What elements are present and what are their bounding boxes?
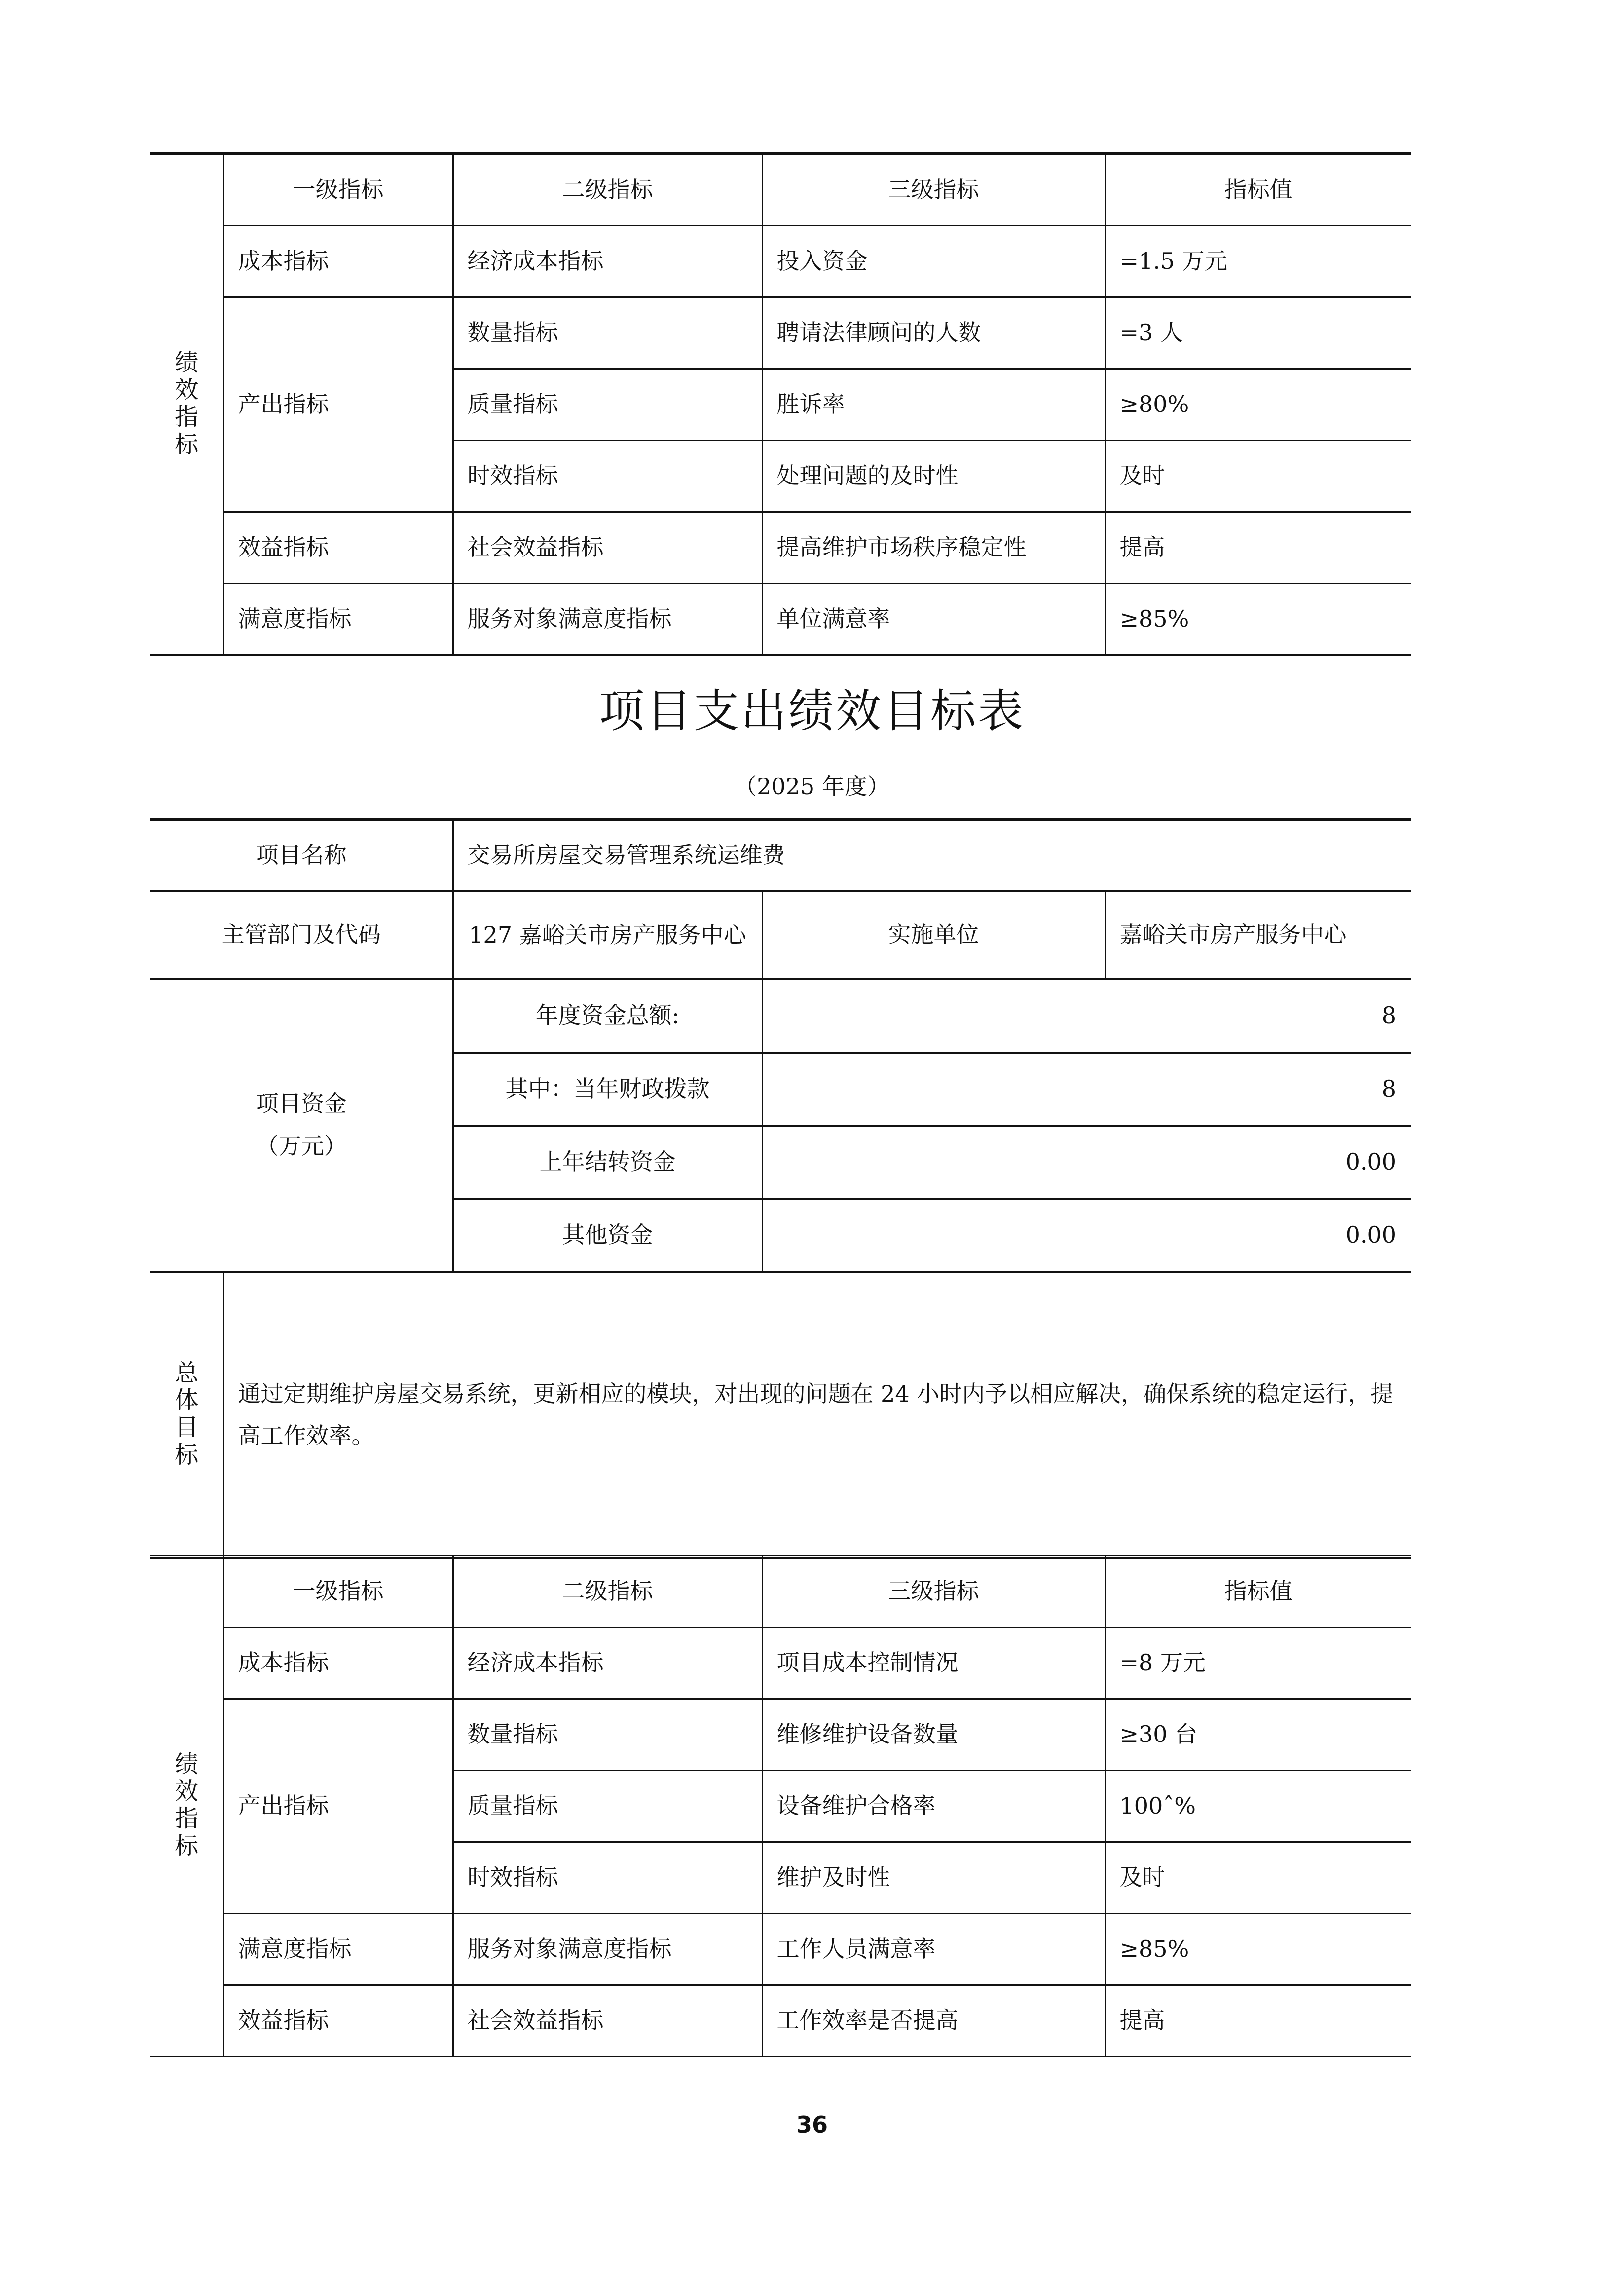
level3-cell: 工作人员满意率 [762,1914,1105,1985]
fund-item-value: 0.00 [762,1199,1411,1272]
fund-item-value: 0.00 [762,1126,1411,1199]
dept-row [150,891,1411,979]
value-cell: =8 万元 [1105,1628,1411,1699]
level1-cell: 效益指标 [223,1985,453,2057]
value-cell: ≥80% [1105,369,1411,441]
level3-cell: 维修维护设备数量 [762,1699,1105,1771]
level1-cell: 成本指标 [223,1628,453,1699]
value-cell: =3 人 [1105,297,1411,369]
section-label-cell [150,1556,223,2057]
value-cell: 提高 [1105,1985,1411,2057]
level2-cell: 经济成本指标 [453,1628,762,1699]
level1-cell: 满意度指标 [223,584,453,655]
table-row [150,1985,1411,2057]
value-cell: ≥30 台 [1105,1699,1411,1771]
level1-cell: 产出指标 [223,297,453,512]
dept-label: 主管部门及代码 [150,891,453,979]
performance-indicator-table-2 [150,1555,1411,2057]
table-row [150,1628,1411,1699]
table-row [150,1914,1411,1985]
level3-cell: 设备维护合格率 [762,1771,1105,1842]
level1-cell: 效益指标 [223,512,453,584]
level2-cell: 经济成本指标 [453,226,762,297]
table-row [150,512,1411,584]
value-cell: ≥85% [1105,584,1411,655]
performance-indicator-table-1 [150,152,1411,656]
level1-cell: 成本指标 [223,226,453,297]
header-value: 指标值 [1105,1556,1411,1628]
table-row [150,584,1411,655]
table-row [150,297,1411,369]
fund-item-value: 8 [762,979,1411,1053]
header-level3: 三级指标 [762,1556,1105,1628]
level2-cell: 时效指标 [453,441,762,512]
project-name-label: 项目名称 [150,819,453,891]
level2-cell: 服务对象满意度指标 [453,1914,762,1985]
header-value: 指标值 [1105,153,1411,226]
level2-cell: 质量指标 [453,1771,762,1842]
header-level3: 三级指标 [762,153,1105,226]
project-name-row [150,819,1411,891]
goal-text: 通过定期维护房屋交易系统，更新相应的模块，对出现的问题在 24 小时内予以相应解决，确保系统的稳定运行，提高工作效率。 [223,1272,1411,1558]
level2-cell: 服务对象满意度指标 [453,584,762,655]
project-info-table [150,818,1411,1559]
overall-goal-row [150,1272,1411,1558]
section-label: 绩效指标 [175,1750,199,1860]
table-header-row [150,1556,1411,1628]
level3-cell: 处理问题的及时性 [762,441,1105,512]
header-level1: 一级指标 [223,153,453,226]
table-row [150,1699,1411,1771]
level1-cell: 满意度指标 [223,1914,453,1985]
header-level2: 二级指标 [453,153,762,226]
level3-cell: 投入资金 [762,226,1105,297]
level2-cell: 数量指标 [453,297,762,369]
table-header-row [150,153,1411,226]
fund-item-label: 年度资金总额: [453,979,762,1053]
value-cell: =1.5 万元 [1105,226,1411,297]
level2-cell: 质量指标 [453,369,762,441]
section-label: 绩效指标 [175,349,199,458]
section-label-cell [150,153,223,655]
impl-label: 实施单位 [762,891,1105,979]
level2-cell: 时效指标 [453,1842,762,1914]
level2-cell: 社会效益指标 [453,1985,762,2057]
dept-value: 127 嘉峪关市房产服务中心 [453,891,762,979]
value-cell: 100ˆ% [1105,1771,1411,1842]
level3-cell: 工作效率是否提高 [762,1985,1105,2057]
level1-cell: 产出指标 [223,1699,453,1914]
project-name-value: 交易所房屋交易管理系统运维费 [453,819,1411,891]
funds-label: 项目资金 [256,1090,347,1117]
table-row [150,226,1411,297]
level3-cell: 维护及时性 [762,1842,1105,1914]
level2-cell: 社会效益指标 [453,512,762,584]
page-number: 36 [796,2111,828,2138]
level3-cell: 单位满意率 [762,584,1105,655]
goal-label: 总体目标 [175,1359,199,1469]
value-cell: 提高 [1105,512,1411,584]
fund-item-value: 8 [762,1053,1411,1126]
page-title: 项目支出绩效目标表 [598,685,1025,738]
funds-label-cell [150,979,453,1272]
value-cell: 及时 [1105,1842,1411,1914]
level3-cell: 项目成本控制情况 [762,1628,1105,1699]
level3-cell: 胜诉率 [762,369,1105,441]
fund-item-label: 其中：当年财政拨款 [453,1053,762,1126]
funds-row [150,979,1411,1053]
page-subtitle: （2025 年度） [734,773,890,800]
goal-label-cell [150,1272,223,1558]
impl-value: 嘉峪关市房产服务中心 [1105,891,1411,979]
level2-cell: 数量指标 [453,1699,762,1771]
fund-item-label: 其他资金 [453,1199,762,1272]
level3-cell: 提高维护市场秩序稳定性 [762,512,1105,584]
value-cell: ≥85% [1105,1914,1411,1985]
fund-item-label: 上年结转资金 [453,1126,762,1199]
header-level2: 二级指标 [453,1556,762,1628]
header-level1: 一级指标 [223,1556,453,1628]
funds-unit: （万元） [256,1133,347,1159]
value-cell: 及时 [1105,441,1411,512]
level3-cell: 聘请法律顾问的人数 [762,297,1105,369]
